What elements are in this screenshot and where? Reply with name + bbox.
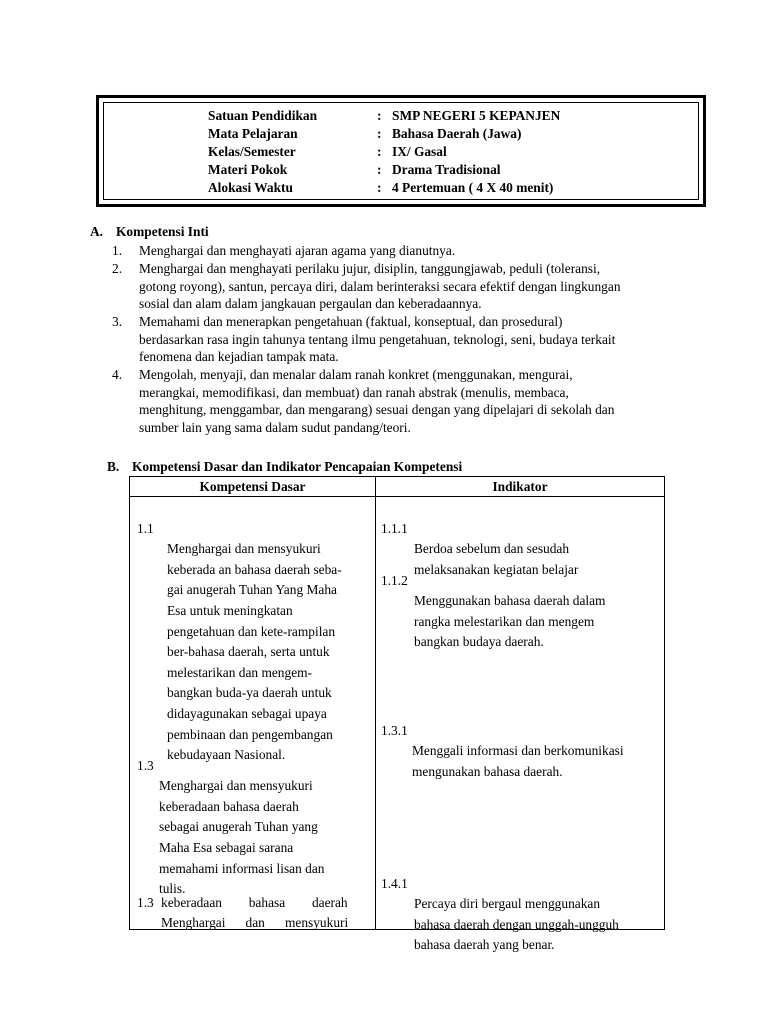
kd-text-line-1: Menghargai dan mensyukuri bbox=[161, 915, 349, 931]
indikator-text: Berdoa sebelum dan sesudah melaksanakan kegiatan belajar bbox=[414, 541, 579, 577]
kd-number: 1.3 bbox=[137, 894, 154, 910]
header-label: Mata Pelajaran bbox=[208, 126, 298, 141]
ki-number: 2. bbox=[112, 261, 123, 276]
section-a-title: Kompetensi Inti bbox=[116, 224, 209, 239]
ki-text: Menghargai dan menghayati perilaku jujur, disiplin, tanggungjawab, peduli (toleransi, gotong royong), santun, percaya diri, dalam berinteraksi secara efektif dengan lingkungan sosial dan alam dalam jangkauan pergaulan dan keberadaannya. bbox=[139, 261, 621, 312]
indikator-text: Percaya diri bergaul menggunakan bahasa daerah dengan unggah-ungguh bahasa daerah yang benar. bbox=[414, 896, 619, 953]
identity-header-box bbox=[96, 95, 706, 207]
kd-item-1-3 bbox=[137, 735, 369, 897]
section-a-letter: A. bbox=[90, 224, 104, 239]
kd-number: 1.3 bbox=[137, 757, 154, 773]
section-b-letter: B. bbox=[107, 459, 120, 474]
ki-number: 4. bbox=[112, 367, 123, 382]
section-b-title: Kompetensi Dasar dan Indikator Pencapaian Kompetensi bbox=[132, 459, 463, 474]
indikator-number: 1.1.1 bbox=[381, 520, 408, 536]
header-separator: : bbox=[377, 144, 382, 159]
header-value: Drama Tradisional bbox=[392, 162, 501, 177]
header-separator: : bbox=[377, 126, 382, 141]
header-separator: : bbox=[377, 108, 382, 123]
ki-number: 3. bbox=[112, 314, 123, 329]
header-label: Alokasi Waktu bbox=[208, 180, 293, 195]
identity-header-inner-border bbox=[103, 102, 699, 200]
kd-item-1-3-second bbox=[137, 872, 369, 954]
header-value: Bahasa Daerah (Jawa) bbox=[392, 126, 522, 141]
header-label: Satuan Pendidikan bbox=[208, 108, 318, 123]
table-header-divider bbox=[130, 496, 664, 497]
kd-item-1-1 bbox=[137, 498, 369, 763]
ki-number: 1. bbox=[112, 243, 123, 258]
indikator-item-1-1-2 bbox=[381, 550, 663, 650]
kd-text-line-2: keberadaan bahasa daerah bbox=[161, 895, 348, 910]
header-value: 4 Pertemuan ( 4 X 40 menit) bbox=[392, 180, 554, 195]
table-header-indikator: Indikator bbox=[492, 479, 548, 494]
header-value: SMP NEGERI 5 KEPANJEN bbox=[392, 108, 561, 123]
table-header-kompetensi-dasar: Kompetensi Dasar bbox=[199, 479, 306, 494]
indikator-item-1-3-1 bbox=[381, 700, 663, 779]
kd-number: 1.1 bbox=[137, 520, 154, 536]
kd-indikator-table bbox=[129, 476, 665, 953]
ki-text: Menghargai dan menghayati ajaran agama yang dianutnya. bbox=[139, 243, 456, 258]
ki-text: Mengolah, menyaji, dan menalar dalam ranah konkret (menggunakan, mengurai, merangkai, memodifikasi, dan membuat) dan ranah abstrak (menulis, membaca, menghitung, menggambar, dan mengarang) sesuai dengan yang dipelajari di sekolah dan sumber lain yang sama dalam sudut pandang/teori. bbox=[139, 367, 615, 435]
indikator-item-1-4-1 bbox=[381, 853, 663, 953]
indikator-number: 1.1.2 bbox=[381, 572, 408, 588]
header-label: Kelas/Semester bbox=[208, 144, 296, 159]
kd-text: Menghargai dan mensyukuri keberadaan bahasa daerah sebagai anugerah Tuhan yang Maha Esa sebagai sarana memahami informasi lisan dan tulis. bbox=[159, 778, 325, 897]
indikator-number: 1.4.1 bbox=[381, 875, 408, 891]
indikator-number: 1.3.1 bbox=[381, 722, 408, 738]
kd-text: Menghargai dan mensyukuri keberada an bahasa daerah seba- gai anugerah Tuhan Yang Maha Esa untuk meningkatan pengetahuan dan kete-rampilan ber-bahasa daerah, serta untuk melestarikan dan mengem- bangkan buda-ya daerah untuk didayagunakan sebagai upaya pembinaan dan pengembangan kebudayaan Nasional. bbox=[167, 541, 342, 763]
table-column-divider bbox=[375, 477, 376, 929]
header-separator: : bbox=[377, 180, 382, 195]
ki-text: Memahami dan menerapkan pengetahuan (faktual, konseptual, dan prosedural) berdasarkan rasa ingin tahunya tentang ilmu pengetahuan, teknologi, seni, budaya terkait fenomena dan kejadian tampak mata. bbox=[139, 314, 616, 365]
header-label: Materi Pokok bbox=[208, 162, 288, 177]
header-value: IX/ Gasal bbox=[392, 144, 447, 159]
indikator-text: Menggali informasi dan berkomunikasi mengunakan bahasa daerah. bbox=[412, 743, 624, 779]
indikator-text: Menggunakan bahasa daerah dalam rangka melestarikan dan mengem bangkan budaya daerah. bbox=[414, 593, 606, 650]
header-separator: : bbox=[377, 162, 382, 177]
